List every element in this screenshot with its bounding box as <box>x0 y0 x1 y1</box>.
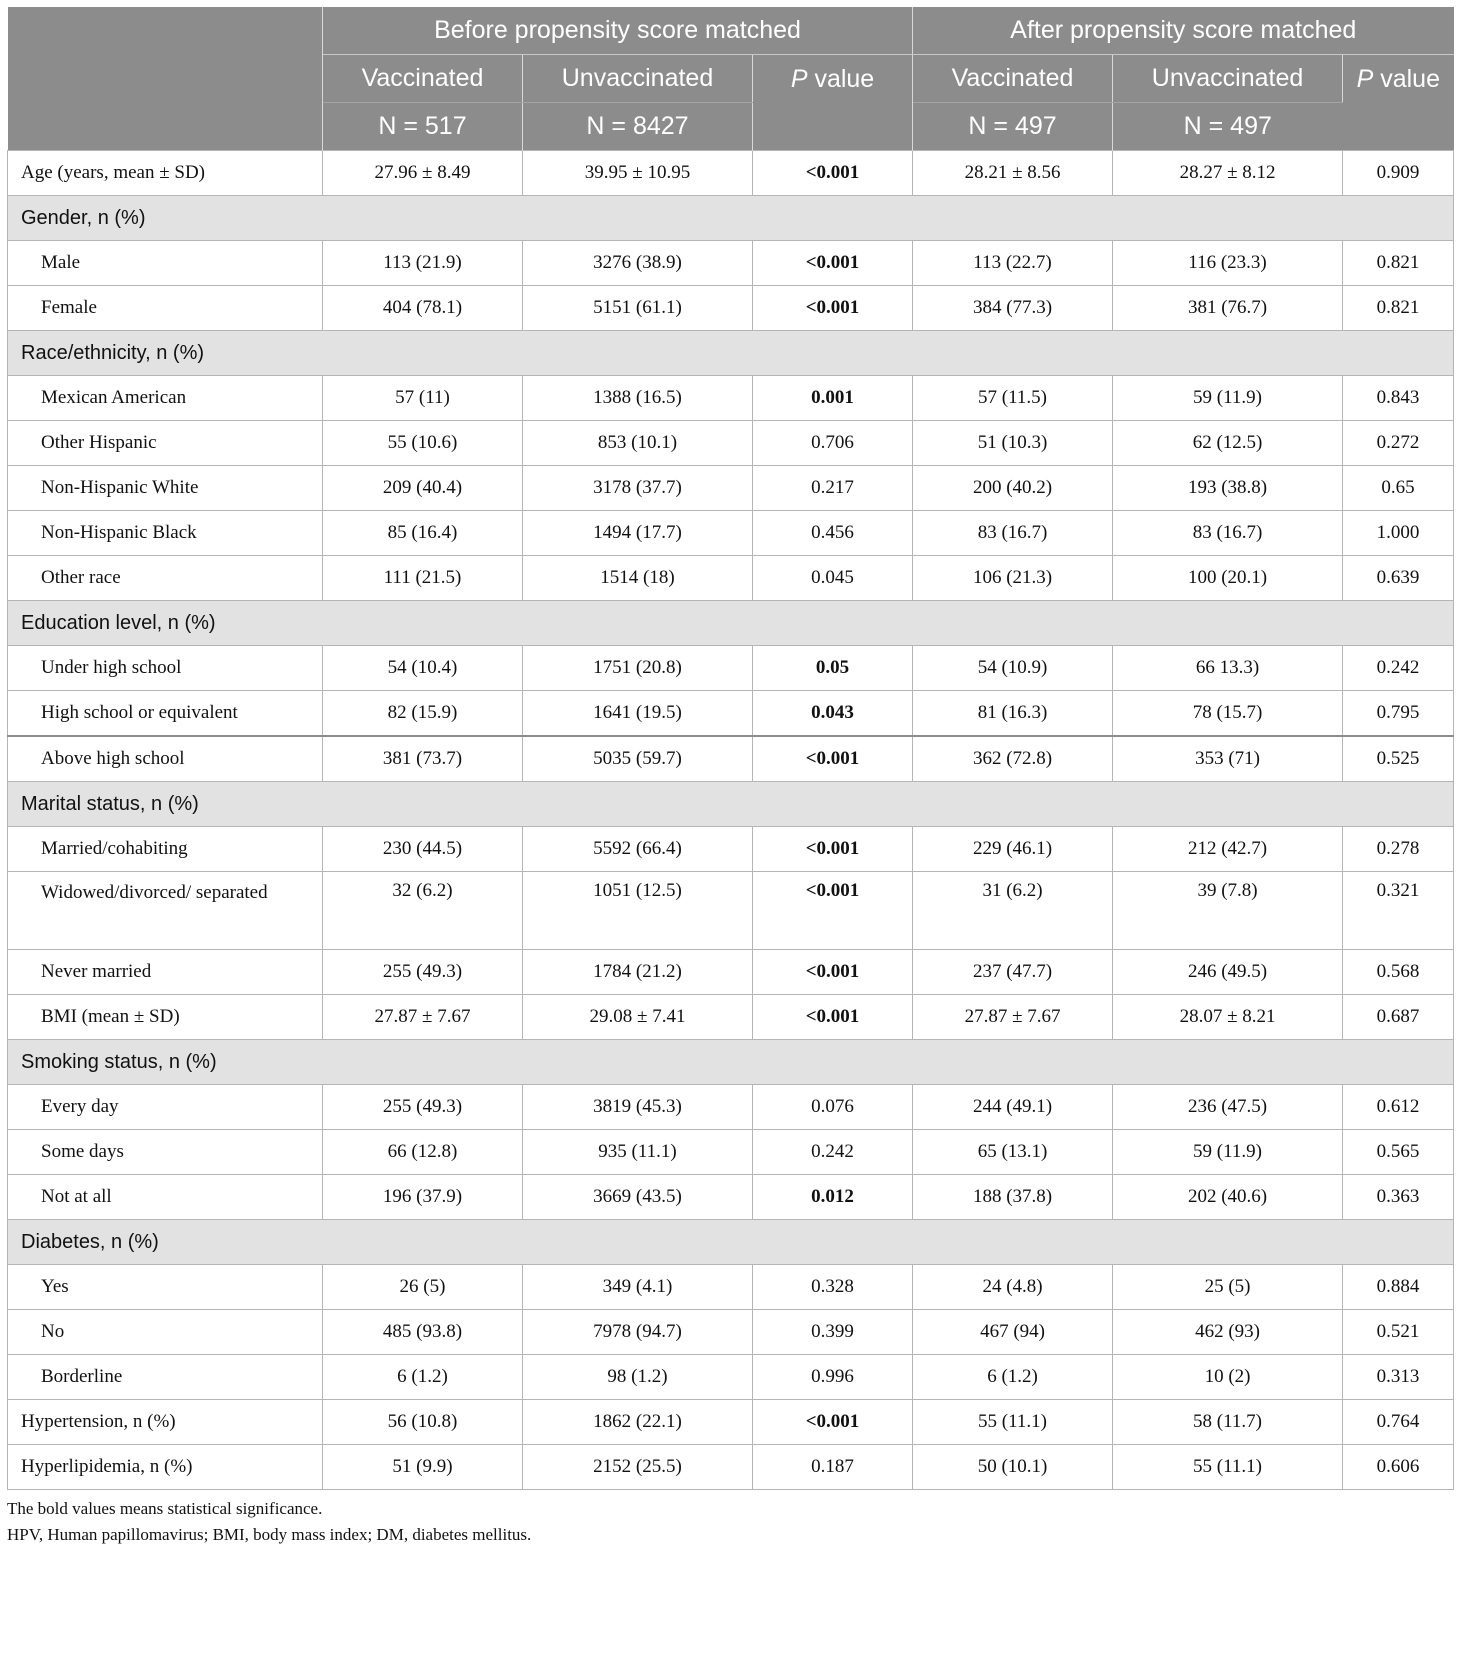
row-label: Female <box>8 286 323 331</box>
header-corner-cell <box>8 7 323 151</box>
before-unvaccinated-cell: 1514 (18) <box>523 556 753 601</box>
before-p-value-cell: 0.187 <box>753 1445 913 1490</box>
footnote-abbreviations: HPV, Human papillomavirus; BMI, body mass index; DM, diabetes mellitus. <box>7 1525 532 1544</box>
before-vaccinated-cell: 113 (21.9) <box>323 241 523 286</box>
section-label: Race/ethnicity, n (%) <box>8 331 1454 376</box>
after-unvaccinated-cell: 193 (38.8) <box>1113 466 1343 511</box>
before-p-value-cell: 0.456 <box>753 511 913 556</box>
after-p-value-cell: 0.272 <box>1343 421 1454 466</box>
row-label: Above high school <box>8 736 323 782</box>
before-unvaccinated-cell: 349 (4.1) <box>523 1265 753 1310</box>
row-label: Every day <box>8 1085 323 1130</box>
before-p-value-cell: 0.996 <box>753 1355 913 1400</box>
after-unvaccinated-cell: 62 (12.5) <box>1113 421 1343 466</box>
before-vaccinated-cell: 26 (5) <box>323 1265 523 1310</box>
after-p-value-cell: 0.821 <box>1343 286 1454 331</box>
table-row <box>8 241 1454 286</box>
after-vaccinated-cell: 467 (94) <box>913 1310 1113 1355</box>
row-label: Hypertension, n (%) <box>8 1400 323 1445</box>
after-vaccinated-cell: 57 (11.5) <box>913 376 1113 421</box>
row-label: Borderline <box>8 1355 323 1400</box>
before-vaccinated-cell: 255 (49.3) <box>323 950 523 995</box>
header-n-before-vaccinated: N = 517 <box>323 103 523 151</box>
before-p-value-cell: 0.399 <box>753 1310 913 1355</box>
before-p-value-cell: <0.001 <box>753 1400 913 1445</box>
p-value-suffix: value <box>1373 65 1440 93</box>
after-vaccinated-cell: 55 (11.1) <box>913 1400 1113 1445</box>
after-p-value-cell: 0.821 <box>1343 241 1454 286</box>
table-row <box>8 691 1454 737</box>
after-vaccinated-cell: 106 (21.3) <box>913 556 1113 601</box>
section-row <box>8 601 1454 646</box>
before-unvaccinated-cell: 1784 (21.2) <box>523 950 753 995</box>
after-vaccinated-cell: 28.21 ± 8.56 <box>913 151 1113 196</box>
before-p-value-cell: 0.217 <box>753 466 913 511</box>
before-p-value-cell: 0.05 <box>753 646 913 691</box>
after-p-value-cell: 0.843 <box>1343 376 1454 421</box>
before-vaccinated-cell: 66 (12.8) <box>323 1130 523 1175</box>
row-label: Never married <box>8 950 323 995</box>
after-vaccinated-cell: 65 (13.1) <box>913 1130 1113 1175</box>
section-label: Gender, n (%) <box>8 196 1454 241</box>
before-vaccinated-cell: 27.87 ± 7.67 <box>323 995 523 1040</box>
before-vaccinated-cell: 255 (49.3) <box>323 1085 523 1130</box>
header-n-before-unvaccinated: N = 8427 <box>523 103 753 151</box>
row-label: Male <box>8 241 323 286</box>
table-row <box>8 950 1454 995</box>
before-vaccinated-cell: 209 (40.4) <box>323 466 523 511</box>
before-unvaccinated-cell: 5151 (61.1) <box>523 286 753 331</box>
header-n-after-vaccinated: N = 497 <box>913 103 1113 151</box>
table-row <box>8 646 1454 691</box>
before-unvaccinated-cell: 1051 (12.5) <box>523 872 753 950</box>
baseline-characteristics-table <box>7 7 1454 1490</box>
after-unvaccinated-cell: 55 (11.1) <box>1113 1445 1343 1490</box>
table-row <box>8 995 1454 1040</box>
before-p-value-cell: 0.706 <box>753 421 913 466</box>
row-label: Under high school <box>8 646 323 691</box>
after-p-value-cell: 0.525 <box>1343 736 1454 782</box>
before-vaccinated-cell: 27.96 ± 8.49 <box>323 151 523 196</box>
before-vaccinated-cell: 230 (44.5) <box>323 827 523 872</box>
after-p-value-cell: 0.764 <box>1343 1400 1454 1445</box>
before-unvaccinated-cell: 1862 (22.1) <box>523 1400 753 1445</box>
before-vaccinated-cell: 404 (78.1) <box>323 286 523 331</box>
before-p-value-cell: <0.001 <box>753 241 913 286</box>
after-unvaccinated-cell: 39 (7.8) <box>1113 872 1343 950</box>
before-unvaccinated-cell: 5592 (66.4) <box>523 827 753 872</box>
before-p-value-cell: <0.001 <box>753 872 913 950</box>
after-unvaccinated-cell: 10 (2) <box>1113 1355 1343 1400</box>
header-group-before: Before propensity score matched <box>323 7 913 55</box>
after-vaccinated-cell: 237 (47.7) <box>913 950 1113 995</box>
after-p-value-cell: 0.639 <box>1343 556 1454 601</box>
after-p-value-cell: 1.000 <box>1343 511 1454 556</box>
table-row <box>8 511 1454 556</box>
after-vaccinated-cell: 229 (46.1) <box>913 827 1113 872</box>
table-row <box>8 1130 1454 1175</box>
before-vaccinated-cell: 82 (15.9) <box>323 691 523 737</box>
after-vaccinated-cell: 384 (77.3) <box>913 286 1113 331</box>
row-label: Mexican American <box>8 376 323 421</box>
after-p-value-cell: 0.278 <box>1343 827 1454 872</box>
header-before-p-value <box>753 55 913 151</box>
before-unvaccinated-cell: 1751 (20.8) <box>523 646 753 691</box>
after-p-value-cell: 0.313 <box>1343 1355 1454 1400</box>
after-p-value-cell: 0.612 <box>1343 1085 1454 1130</box>
header-n-after-unvaccinated: N = 497 <box>1113 103 1343 151</box>
after-unvaccinated-cell: 58 (11.7) <box>1113 1400 1343 1445</box>
p-italic: P <box>790 65 808 93</box>
before-unvaccinated-cell: 3276 (38.9) <box>523 241 753 286</box>
before-unvaccinated-cell: 3178 (37.7) <box>523 466 753 511</box>
before-p-value-cell: <0.001 <box>753 950 913 995</box>
after-unvaccinated-cell: 116 (23.3) <box>1113 241 1343 286</box>
before-p-value-cell: 0.001 <box>753 376 913 421</box>
row-label: Yes <box>8 1265 323 1310</box>
before-vaccinated-cell: 56 (10.8) <box>323 1400 523 1445</box>
section-label: Diabetes, n (%) <box>8 1220 1454 1265</box>
after-p-value-cell: 0.521 <box>1343 1310 1454 1355</box>
table-row <box>8 1445 1454 1490</box>
before-unvaccinated-cell: 1494 (17.7) <box>523 511 753 556</box>
before-unvaccinated-cell: 29.08 ± 7.41 <box>523 995 753 1040</box>
header-after-p-value <box>1343 55 1454 151</box>
after-p-value-cell: 0.909 <box>1343 151 1454 196</box>
row-label: Not at all <box>8 1175 323 1220</box>
table-row <box>8 421 1454 466</box>
after-unvaccinated-cell: 212 (42.7) <box>1113 827 1343 872</box>
table-row <box>8 1085 1454 1130</box>
after-vaccinated-cell: 113 (22.7) <box>913 241 1113 286</box>
header-before-unvaccinated: Unvaccinated <box>523 55 753 103</box>
after-vaccinated-cell: 188 (37.8) <box>913 1175 1113 1220</box>
after-unvaccinated-cell: 83 (16.7) <box>1113 511 1343 556</box>
after-unvaccinated-cell: 100 (20.1) <box>1113 556 1343 601</box>
row-label: Other race <box>8 556 323 601</box>
after-vaccinated-cell: 83 (16.7) <box>913 511 1113 556</box>
header-before-vaccinated: Vaccinated <box>323 55 523 103</box>
before-unvaccinated-cell: 853 (10.1) <box>523 421 753 466</box>
before-unvaccinated-cell: 2152 (25.5) <box>523 1445 753 1490</box>
before-unvaccinated-cell: 3669 (43.5) <box>523 1175 753 1220</box>
after-vaccinated-cell: 31 (6.2) <box>913 872 1113 950</box>
table-row <box>8 376 1454 421</box>
row-label: Age (years, mean ± SD) <box>8 151 323 196</box>
row-label: Married/cohabiting <box>8 827 323 872</box>
before-p-value-cell: <0.001 <box>753 995 913 1040</box>
before-unvaccinated-cell: 3819 (45.3) <box>523 1085 753 1130</box>
after-unvaccinated-cell: 59 (11.9) <box>1113 376 1343 421</box>
table-row <box>8 1265 1454 1310</box>
after-p-value-cell: 0.884 <box>1343 1265 1454 1310</box>
section-label: Education level, n (%) <box>8 601 1454 646</box>
after-unvaccinated-cell: 28.07 ± 8.21 <box>1113 995 1343 1040</box>
table-row <box>8 1355 1454 1400</box>
before-unvaccinated-cell: 7978 (94.7) <box>523 1310 753 1355</box>
before-vaccinated-cell: 57 (11) <box>323 376 523 421</box>
after-p-value-cell: 0.242 <box>1343 646 1454 691</box>
before-vaccinated-cell: 485 (93.8) <box>323 1310 523 1355</box>
table-row <box>8 556 1454 601</box>
after-p-value-cell: 0.321 <box>1343 872 1454 950</box>
after-vaccinated-cell: 24 (4.8) <box>913 1265 1113 1310</box>
after-p-value-cell: 0.606 <box>1343 1445 1454 1490</box>
row-label: Non-Hispanic Black <box>8 511 323 556</box>
after-vaccinated-cell: 362 (72.8) <box>913 736 1113 782</box>
before-unvaccinated-cell: 1388 (16.5) <box>523 376 753 421</box>
header-group-after: After propensity score matched <box>913 7 1454 55</box>
after-vaccinated-cell: 51 (10.3) <box>913 421 1113 466</box>
table-footnotes <box>7 1496 1453 1548</box>
table-row <box>8 1310 1454 1355</box>
section-row <box>8 196 1454 241</box>
after-p-value-cell: 0.363 <box>1343 1175 1454 1220</box>
row-label: Some days <box>8 1130 323 1175</box>
before-p-value-cell: <0.001 <box>753 151 913 196</box>
after-vaccinated-cell: 200 (40.2) <box>913 466 1113 511</box>
section-label: Marital status, n (%) <box>8 782 1454 827</box>
before-unvaccinated-cell: 98 (1.2) <box>523 1355 753 1400</box>
after-unvaccinated-cell: 381 (76.7) <box>1113 286 1343 331</box>
before-vaccinated-cell: 111 (21.5) <box>323 556 523 601</box>
table-row <box>8 151 1454 196</box>
before-p-value-cell: <0.001 <box>753 827 913 872</box>
header-after-unvaccinated: Unvaccinated <box>1113 55 1343 103</box>
after-unvaccinated-cell: 78 (15.7) <box>1113 691 1343 737</box>
after-unvaccinated-cell: 25 (5) <box>1113 1265 1343 1310</box>
table-row <box>8 1175 1454 1220</box>
baseline-characteristics-table-container <box>7 7 1453 1548</box>
after-p-value-cell: 0.65 <box>1343 466 1454 511</box>
after-vaccinated-cell: 81 (16.3) <box>913 691 1113 737</box>
table-row <box>8 466 1454 511</box>
before-p-value-cell: <0.001 <box>753 736 913 782</box>
after-p-value-cell: 0.568 <box>1343 950 1454 995</box>
before-vaccinated-cell: 6 (1.2) <box>323 1355 523 1400</box>
row-label: Hyperlipidemia, n (%) <box>8 1445 323 1490</box>
after-p-value-cell: 0.795 <box>1343 691 1454 737</box>
after-unvaccinated-cell: 246 (49.5) <box>1113 950 1343 995</box>
table-row <box>8 736 1454 782</box>
footnote-bold-meaning: The bold values means statistical significance. <box>7 1499 323 1518</box>
table-row <box>8 872 1454 950</box>
before-vaccinated-cell: 55 (10.6) <box>323 421 523 466</box>
after-unvaccinated-cell: 66 13.3) <box>1113 646 1343 691</box>
row-label: Non-Hispanic White <box>8 466 323 511</box>
after-vaccinated-cell: 27.87 ± 7.67 <box>913 995 1113 1040</box>
after-p-value-cell: 0.565 <box>1343 1130 1454 1175</box>
after-unvaccinated-cell: 236 (47.5) <box>1113 1085 1343 1130</box>
after-vaccinated-cell: 244 (49.1) <box>913 1085 1113 1130</box>
before-unvaccinated-cell: 935 (11.1) <box>523 1130 753 1175</box>
after-unvaccinated-cell: 59 (11.9) <box>1113 1130 1343 1175</box>
row-label: High school or equivalent <box>8 691 323 737</box>
after-unvaccinated-cell: 462 (93) <box>1113 1310 1343 1355</box>
before-p-value-cell: 0.242 <box>753 1130 913 1175</box>
row-label: No <box>8 1310 323 1355</box>
before-p-value-cell: 0.012 <box>753 1175 913 1220</box>
p-value-suffix: value <box>807 65 875 93</box>
after-unvaccinated-cell: 28.27 ± 8.12 <box>1113 151 1343 196</box>
table-body <box>8 151 1454 1490</box>
section-row <box>8 1220 1454 1265</box>
before-unvaccinated-cell: 5035 (59.7) <box>523 736 753 782</box>
row-label: Widowed/divorced/ separated <box>8 872 323 950</box>
before-vaccinated-cell: 381 (73.7) <box>323 736 523 782</box>
before-vaccinated-cell: 85 (16.4) <box>323 511 523 556</box>
before-vaccinated-cell: 196 (37.9) <box>323 1175 523 1220</box>
p-italic: P <box>1356 65 1374 93</box>
after-vaccinated-cell: 50 (10.1) <box>913 1445 1113 1490</box>
table-header <box>8 7 1454 151</box>
table-row <box>8 1400 1454 1445</box>
before-p-value-cell: 0.043 <box>753 691 913 737</box>
before-vaccinated-cell: 54 (10.4) <box>323 646 523 691</box>
before-p-value-cell: <0.001 <box>753 286 913 331</box>
after-unvaccinated-cell: 353 (71) <box>1113 736 1343 782</box>
before-vaccinated-cell: 32 (6.2) <box>323 872 523 950</box>
after-unvaccinated-cell: 202 (40.6) <box>1113 1175 1343 1220</box>
section-row <box>8 331 1454 376</box>
before-p-value-cell: 0.045 <box>753 556 913 601</box>
table-row <box>8 286 1454 331</box>
after-vaccinated-cell: 54 (10.9) <box>913 646 1113 691</box>
section-row <box>8 1040 1454 1085</box>
before-vaccinated-cell: 51 (9.9) <box>323 1445 523 1490</box>
after-p-value-cell: 0.687 <box>1343 995 1454 1040</box>
row-label: Other Hispanic <box>8 421 323 466</box>
header-after-vaccinated: Vaccinated <box>913 55 1113 103</box>
section-label: Smoking status, n (%) <box>8 1040 1454 1085</box>
section-row <box>8 782 1454 827</box>
before-p-value-cell: 0.076 <box>753 1085 913 1130</box>
before-unvaccinated-cell: 1641 (19.5) <box>523 691 753 737</box>
before-unvaccinated-cell: 39.95 ± 10.95 <box>523 151 753 196</box>
table-row <box>8 827 1454 872</box>
before-p-value-cell: 0.328 <box>753 1265 913 1310</box>
row-label: BMI (mean ± SD) <box>8 995 323 1040</box>
after-vaccinated-cell: 6 (1.2) <box>913 1355 1113 1400</box>
